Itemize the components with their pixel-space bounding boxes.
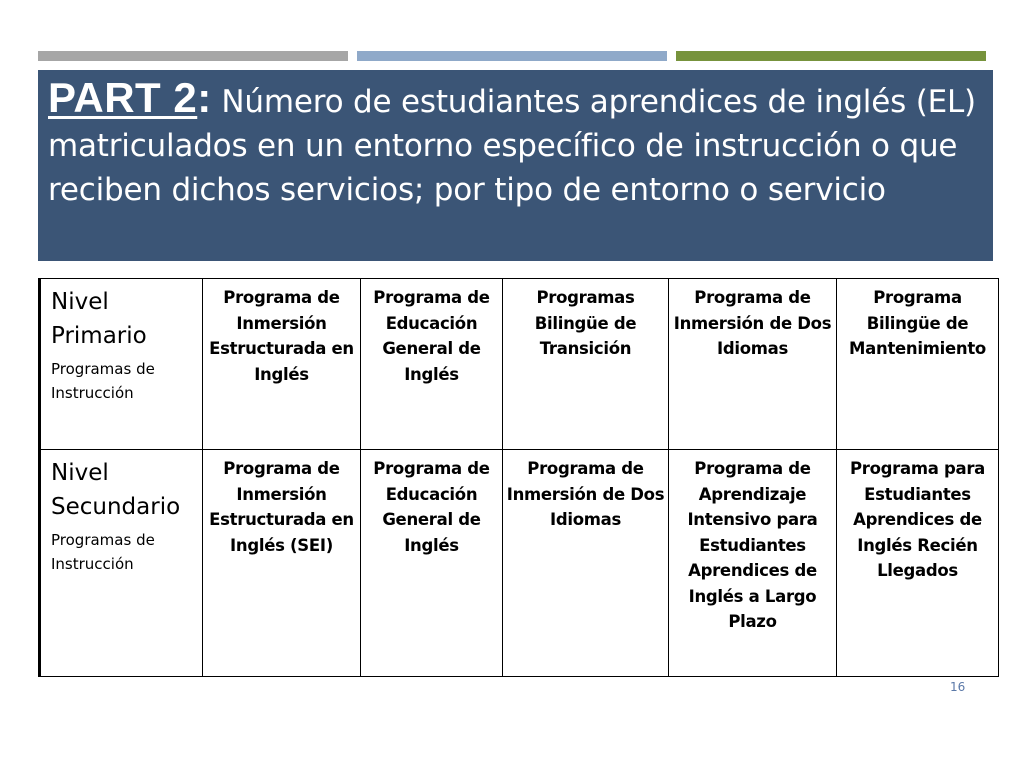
level-title: Nivel Secundario bbox=[51, 460, 181, 520]
level-title: Nivel Primario bbox=[51, 289, 147, 349]
program-cell: Programa de Inmersión de Dos Idiomas bbox=[669, 279, 837, 450]
level-subtitle: Programas de Instrucción bbox=[51, 360, 155, 402]
table-row-secondary bbox=[40, 450, 999, 677]
accent-bar-gray bbox=[38, 51, 348, 61]
level-cell-secondary bbox=[40, 450, 203, 677]
slide-title bbox=[38, 70, 993, 261]
accent-bar-green bbox=[676, 51, 986, 61]
program-cell: Programa de Inmersión Estructurada en Inglés (SEI) bbox=[203, 450, 361, 677]
part-label: PART 2: bbox=[48, 74, 212, 121]
accent-bar-blue bbox=[357, 51, 667, 61]
level-subtitle: Programas de Instrucción bbox=[51, 531, 155, 573]
table-row-primary bbox=[40, 279, 999, 450]
level-cell-primary bbox=[40, 279, 203, 450]
program-cell: Programa Bilingüe de Mantenimiento bbox=[837, 279, 999, 450]
title-text: Número de estudiantes aprendices de inglés (EL) matriculados en un entorno específico de instrucción o que reciben dichos servicios; por tipo de entorno o servicio bbox=[48, 84, 976, 208]
program-cell: Programa de Inmersión de Dos Idiomas bbox=[503, 450, 669, 677]
program-cell: Programa de Aprendizaje Intensivo para Estudiantes Aprendices de Inglés a Largo Plazo bbox=[669, 450, 837, 677]
program-cell: Programa de Inmersión Estructurada en Inglés bbox=[203, 279, 361, 450]
program-cell: Programa de Educación General de Inglés bbox=[361, 279, 503, 450]
page-number: 16 bbox=[950, 680, 966, 694]
program-cell: Programa de Educación General de Inglés bbox=[361, 450, 503, 677]
program-cell: Programas Bilingüe de Transición bbox=[503, 279, 669, 450]
programs-table bbox=[38, 278, 999, 677]
program-cell: Programa para Estudiantes Aprendices de Inglés Recién Llegados bbox=[837, 450, 999, 677]
